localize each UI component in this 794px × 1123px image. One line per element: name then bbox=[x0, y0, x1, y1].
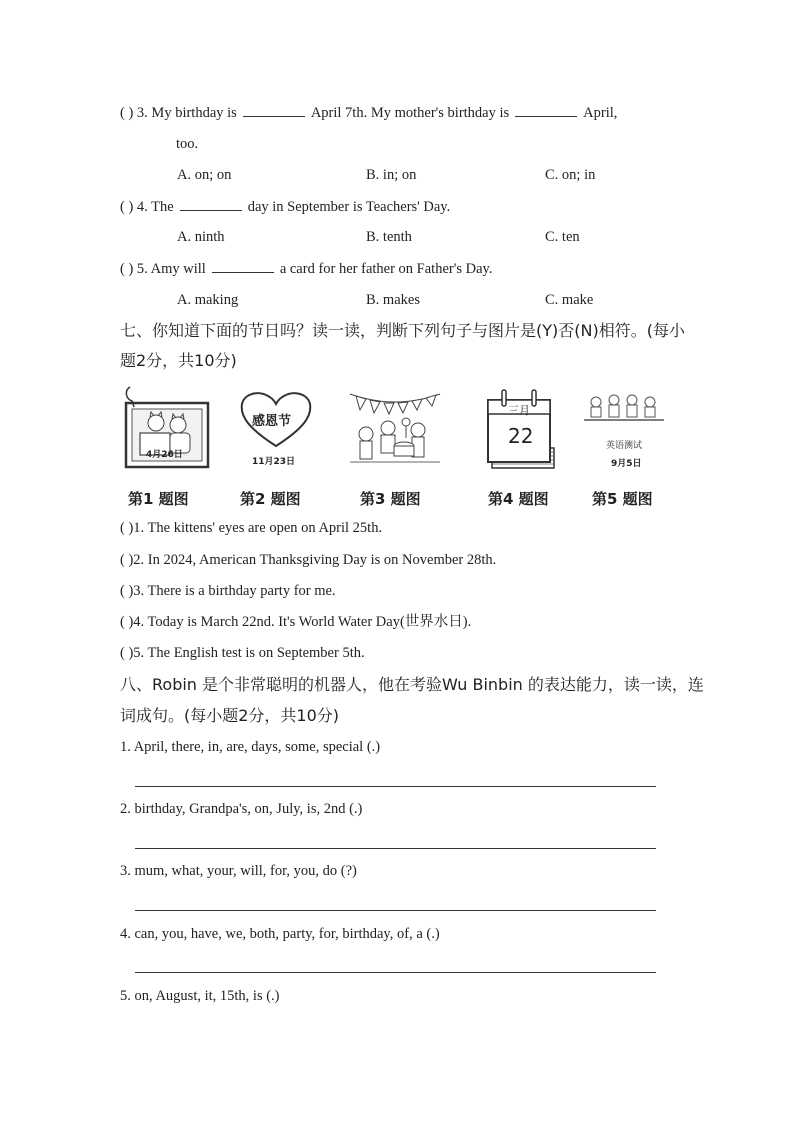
students-icon bbox=[582, 392, 666, 426]
caption-picture-2: 第2 题图 bbox=[240, 490, 301, 508]
judge-item-3 bbox=[120, 581, 336, 601]
judge-text: 4. Today is March 22nd. It's World Water Day(世界水日). bbox=[133, 614, 472, 630]
answer-bracket[interactable]: ( ) bbox=[120, 614, 134, 630]
section-7-title: 七、你知道下面的节日吗？读一读，判断下列句子与图片是(Y)否(N)相符。(每小 bbox=[120, 321, 685, 340]
picture-5-text: 英语测试 bbox=[606, 441, 643, 451]
option-c: C. on; in bbox=[545, 167, 596, 183]
calendar-day: 22 bbox=[508, 424, 534, 448]
judge-text: 2. In 2024, American Thanksgiving Day is on November 28th. bbox=[133, 552, 497, 568]
fill-blank[interactable] bbox=[515, 102, 577, 117]
option-a: A. on; on bbox=[177, 167, 232, 183]
reorder-item-4: 4. can, you, have, we, both, party, for, birthday, of, a (.) bbox=[120, 926, 440, 942]
picture-1-date: 4月26日 bbox=[146, 450, 183, 460]
question-text: My birthday is bbox=[151, 105, 237, 121]
judge-text: 3. There is a birthday party for me. bbox=[133, 583, 336, 599]
question-number: 4. bbox=[136, 199, 148, 215]
picture-5-english-test bbox=[582, 392, 666, 469]
section-8-title-cont: 词成句。(每小题2分，共10分) bbox=[120, 706, 340, 725]
question-number: 5. bbox=[136, 261, 148, 277]
answer-line-4[interactable] bbox=[135, 971, 656, 973]
answer-line-1[interactable] bbox=[135, 785, 656, 787]
picture-1-kittens bbox=[120, 385, 212, 476]
question-text: a card for her father on Father's Day. bbox=[279, 261, 493, 277]
birthday-party-icon bbox=[346, 386, 444, 468]
caption-picture-3: 第3 题图 bbox=[360, 490, 421, 508]
answer-bracket[interactable]: ( ) bbox=[120, 520, 134, 536]
fill-blank[interactable] bbox=[243, 102, 305, 117]
option-b: B. tenth bbox=[366, 229, 412, 245]
answer-bracket[interactable]: ( ) bbox=[120, 552, 134, 568]
picture-2-text: 感恩节 bbox=[252, 414, 292, 429]
section-8-title: 八、Robin 是个非常聪明的机器人，他在考验Wu Binbin 的表达能力，读一读，连 bbox=[120, 675, 704, 694]
picture-2-date: 11月23日 bbox=[252, 457, 296, 467]
question-6-4 bbox=[120, 196, 450, 217]
calendar-month: 三月 bbox=[508, 404, 530, 417]
fill-blank[interactable] bbox=[212, 258, 274, 273]
reorder-item-2: 2. birthday, Grandpa's, on, July, is, 2nd (.) bbox=[120, 801, 363, 817]
option-a: A. making bbox=[177, 292, 239, 308]
judge-item-4 bbox=[120, 612, 471, 632]
reorder-item-5: 5. on, August, it, 15th, is (.) bbox=[120, 988, 280, 1004]
question-text: day in September is Teachers' Day. bbox=[247, 199, 451, 215]
judge-item-2 bbox=[120, 550, 496, 570]
fill-blank[interactable] bbox=[180, 196, 242, 211]
answer-bracket: ( ) bbox=[120, 261, 134, 277]
question-6-3-continued: too. bbox=[176, 136, 199, 152]
question-text: The bbox=[151, 199, 174, 215]
judge-item-1 bbox=[120, 518, 382, 538]
judge-item-5 bbox=[120, 643, 365, 663]
picture-3-birthday-party bbox=[346, 386, 444, 473]
picture-4-calendar bbox=[484, 386, 558, 477]
reorder-item-3: 3. mum, what, your, will, for, you, do (?) bbox=[120, 863, 357, 879]
caption-picture-4: 第4 题图 bbox=[488, 490, 549, 508]
question-text: April, bbox=[583, 105, 618, 121]
caption-picture-5: 第5 题图 bbox=[592, 490, 653, 508]
answer-line-3[interactable] bbox=[135, 909, 656, 911]
option-b: B. makes bbox=[366, 292, 420, 308]
judge-text: 5. The English test is on September 5th. bbox=[133, 645, 365, 661]
picture-5-date: 9月5日 bbox=[611, 459, 642, 469]
option-a: A. ninth bbox=[177, 229, 225, 245]
answer-bracket[interactable]: ( ) bbox=[120, 645, 134, 661]
question-text: April 7th. My mother's birthday is bbox=[310, 105, 510, 121]
answer-bracket: ( ) bbox=[120, 105, 134, 121]
section-7-title-cont: 题2分，共10分) bbox=[120, 351, 237, 370]
option-c: C. ten bbox=[545, 229, 580, 245]
option-b: B. in; on bbox=[366, 167, 417, 183]
question-text: Amy will bbox=[150, 261, 206, 277]
question-number: 3. bbox=[136, 105, 148, 121]
question-6-3 bbox=[120, 102, 617, 123]
caption-picture-1: 第1 题图 bbox=[128, 490, 189, 508]
option-c: C. make bbox=[545, 292, 594, 308]
picture-2-thanksgiving bbox=[238, 390, 314, 467]
reorder-item-1: 1. April, there, in, are, days, some, special (.) bbox=[120, 739, 381, 755]
answer-line-2[interactable] bbox=[135, 847, 656, 849]
answer-bracket[interactable]: ( ) bbox=[120, 583, 134, 599]
answer-bracket: ( ) bbox=[120, 199, 134, 215]
judge-text: 1. The kittens' eyes are open on April 25th. bbox=[133, 520, 383, 536]
question-6-5 bbox=[120, 258, 492, 279]
